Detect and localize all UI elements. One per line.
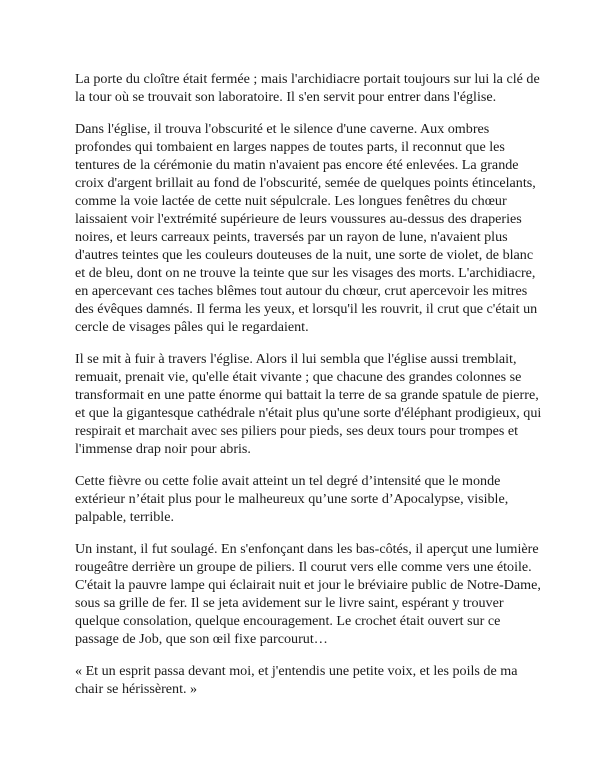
paragraph-fever-madness: Cette fièvre ou cette folie avait atteint un tel degré d’intensité que le monde extérieur n’était plus pour le malheureux qu’une sorte d’Apocalypse, visible, palpable, terrible. [75,473,509,525]
document-page [75,70,545,698]
paragraph-cloister-door: La porte du cloître était fermée ; mais l'archidiacre portait toujours sur lui la clé de la tour où se trouvait son laboratoire. Il s'en servit pour entrer dans l'église. [75,71,540,105]
paragraph-job-quote: « Et un esprit passa devant moi, et j'entendis une petite voix, et les poils de ma chair se hérissèrent. » [75,663,518,697]
paragraph-lamp-breviary: Un instant, il fut soulagé. En s'enfonçant dans les bas-côtés, il aperçut une lumière rougeâtre derrière un groupe de piliers. Il courut vers elle comme vers une étoile. C'était la pauvre lampe qui éclairait nuit et jour le bréviaire public de Notre-Dame, sous sa grille de fer. Il se jeta avidement sur le livre saint, espérant y trouver quelque consolation, quelque encouragement. Le crochet était ouvert sur ce passage de Job, que son œil fixe parcourut… [75,541,541,647]
paragraph-flight-through-church: Il se mit à fuir à travers l'église. Alors il lui sembla que l'église aussi tremblait, remuait, prenait vie, qu'elle était vivante ; que chacune des grandes colonnes se transformait en une patte énorme qui battait la terre de sa grande spatule de pierre, et que la gigantesque cathédrale n'était plus qu'une sorte d'éléphant prodigieux, qui respirait et marchait avec ses piliers pour pieds, ses deux tours pour trompes et l'immense drap noir pour abris. [75,351,542,457]
paragraph-church-darkness: Dans l'église, il trouva l'obscurité et le silence d'une caverne. Aux ombres profondes qui tombaient en larges nappes de toutes parts, il reconnut que les tentures de la cérémonie du matin n'avaient pas encore été enlevées. La grande croix d'argent brillait au fond de l'obscurité, semée de quelques points étincelants, comme la voie lactée de cette nuit sépulcrale. Les longues fenêtres du chœur laissaient voir l'extrémité supérieure de leurs voussures au-dessus des draperies noires, et leurs carreaux peints, traversés par un rayon de lune, n'avaient plus d'autres teintes que les couleurs douteuses de la nuit, une sorte de violet, de blanc et de bleu, dont on ne trouve la teinte que sur les visages des morts. L'archidiacre, en apercevant ces taches blêmes tout autour du chœur, crut apercevoir les mitres des évêques damnés. Il ferma les yeux, et lorsqu'il les rouvrit, il crut que c'était un cercle de visages pâles qui le regardaient. [75,121,538,335]
